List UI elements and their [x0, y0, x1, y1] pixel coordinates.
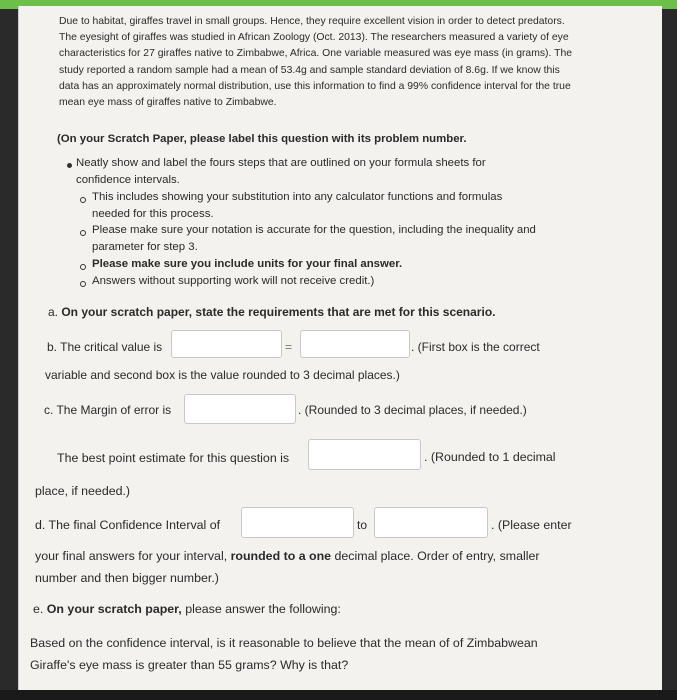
part-b-note-2: variable and second box is the value rounded to 3 decimal places.) — [45, 368, 400, 382]
part-d-note-2: your final answers for your interval, rounded to a one decimal place. Order of entry, smaller — [35, 549, 540, 563]
sub-bullet-marker — [80, 281, 86, 287]
sub-bullet-3: Please make sure you include units for your final answer. — [92, 258, 403, 270]
part-b-note: . (First box is the correct — [411, 340, 540, 354]
part-d-note-3: number and then bigger number.) — [35, 571, 219, 585]
bottom-edge — [0, 690, 677, 700]
bullet-marker — [67, 163, 72, 168]
sub-bullet-4: Answers without supporting work will not receive credit.) — [92, 275, 375, 287]
point-estimate-note-2: place, if needed.) — [35, 484, 131, 498]
to-label: to — [357, 518, 368, 532]
question-page — [18, 6, 662, 700]
question-line-1: Based on the confidence interval, is it reasonable to believe that the mean of of Zimbabwean — [30, 636, 538, 650]
part-c-label: c. The Margin of error is — [44, 403, 172, 417]
part-b-label: b. The critical value is — [47, 340, 163, 354]
point-estimate-label: The best point estimate for this question is — [57, 451, 290, 465]
point-estimate-note: . (Rounded to 1 decimal — [424, 450, 556, 464]
bullet-line-2: confidence intervals. — [76, 174, 180, 186]
part-d-note: . (Please enter — [491, 518, 572, 532]
scratch-paper-note: (On your Scratch Paper, please label this question with its problem number. — [57, 133, 467, 145]
sub-bullet-2-line-1: Please make sure your notation is accurate for the question, including the inequality and — [92, 224, 536, 236]
critical-value-variable-input[interactable] — [171, 330, 282, 358]
sub-bullet-marker — [80, 264, 86, 270]
sub-bullet-2-line-2: parameter for step 3. — [92, 241, 198, 253]
part-a: a. On your scratch paper, state the requirements that are met for this scenario. — [48, 305, 496, 319]
interval-upper-input[interactable] — [374, 507, 488, 538]
margin-of-error-input[interactable] — [184, 394, 296, 424]
bullet-line-1: Neatly show and label the fours steps that are outlined on your formula sheets for — [76, 157, 486, 169]
sub-bullet-1-line-1: This includes showing your substitution into any calculator functions and formulas — [92, 191, 503, 203]
part-e: e. On your scratch paper, please answer the following: — [33, 602, 341, 616]
equals-sign: = — [285, 340, 293, 354]
sub-bullet-marker — [80, 197, 86, 203]
question-line-2: Giraffe's eye mass is greater than 55 grams? Why is that? — [30, 658, 349, 672]
sub-bullet-1-line-2: needed for this process. — [92, 208, 214, 220]
critical-value-number-input[interactable] — [300, 330, 410, 358]
part-c-note: . (Rounded to 3 decimal places, if needed.) — [298, 403, 527, 417]
point-estimate-input[interactable] — [308, 439, 421, 470]
part-d-label: d. The final Confidence Interval of — [35, 518, 221, 532]
problem-intro: Due to habitat, giraffes travel in small groups. Hence, they require excellent vision in order to detect predators. The eyesight of giraffes was studied in African Zoology (Oct. 2013). The researchers measured a variety of eye characteristics for 27 giraffes native to Zimbabwe, Africa. One variable measured was eye mass (in grams). The study reported a random sample had a mean of 53.4g and sample standard deviation of 8.6g. If we know this data has an approximately normal distribution, use this information to find a 99% confidence interval for the true mean eye mass of giraffes native to Zimbabwe. — [59, 16, 573, 109]
interval-lower-input[interactable] — [241, 507, 354, 538]
sub-bullet-marker — [80, 230, 86, 236]
